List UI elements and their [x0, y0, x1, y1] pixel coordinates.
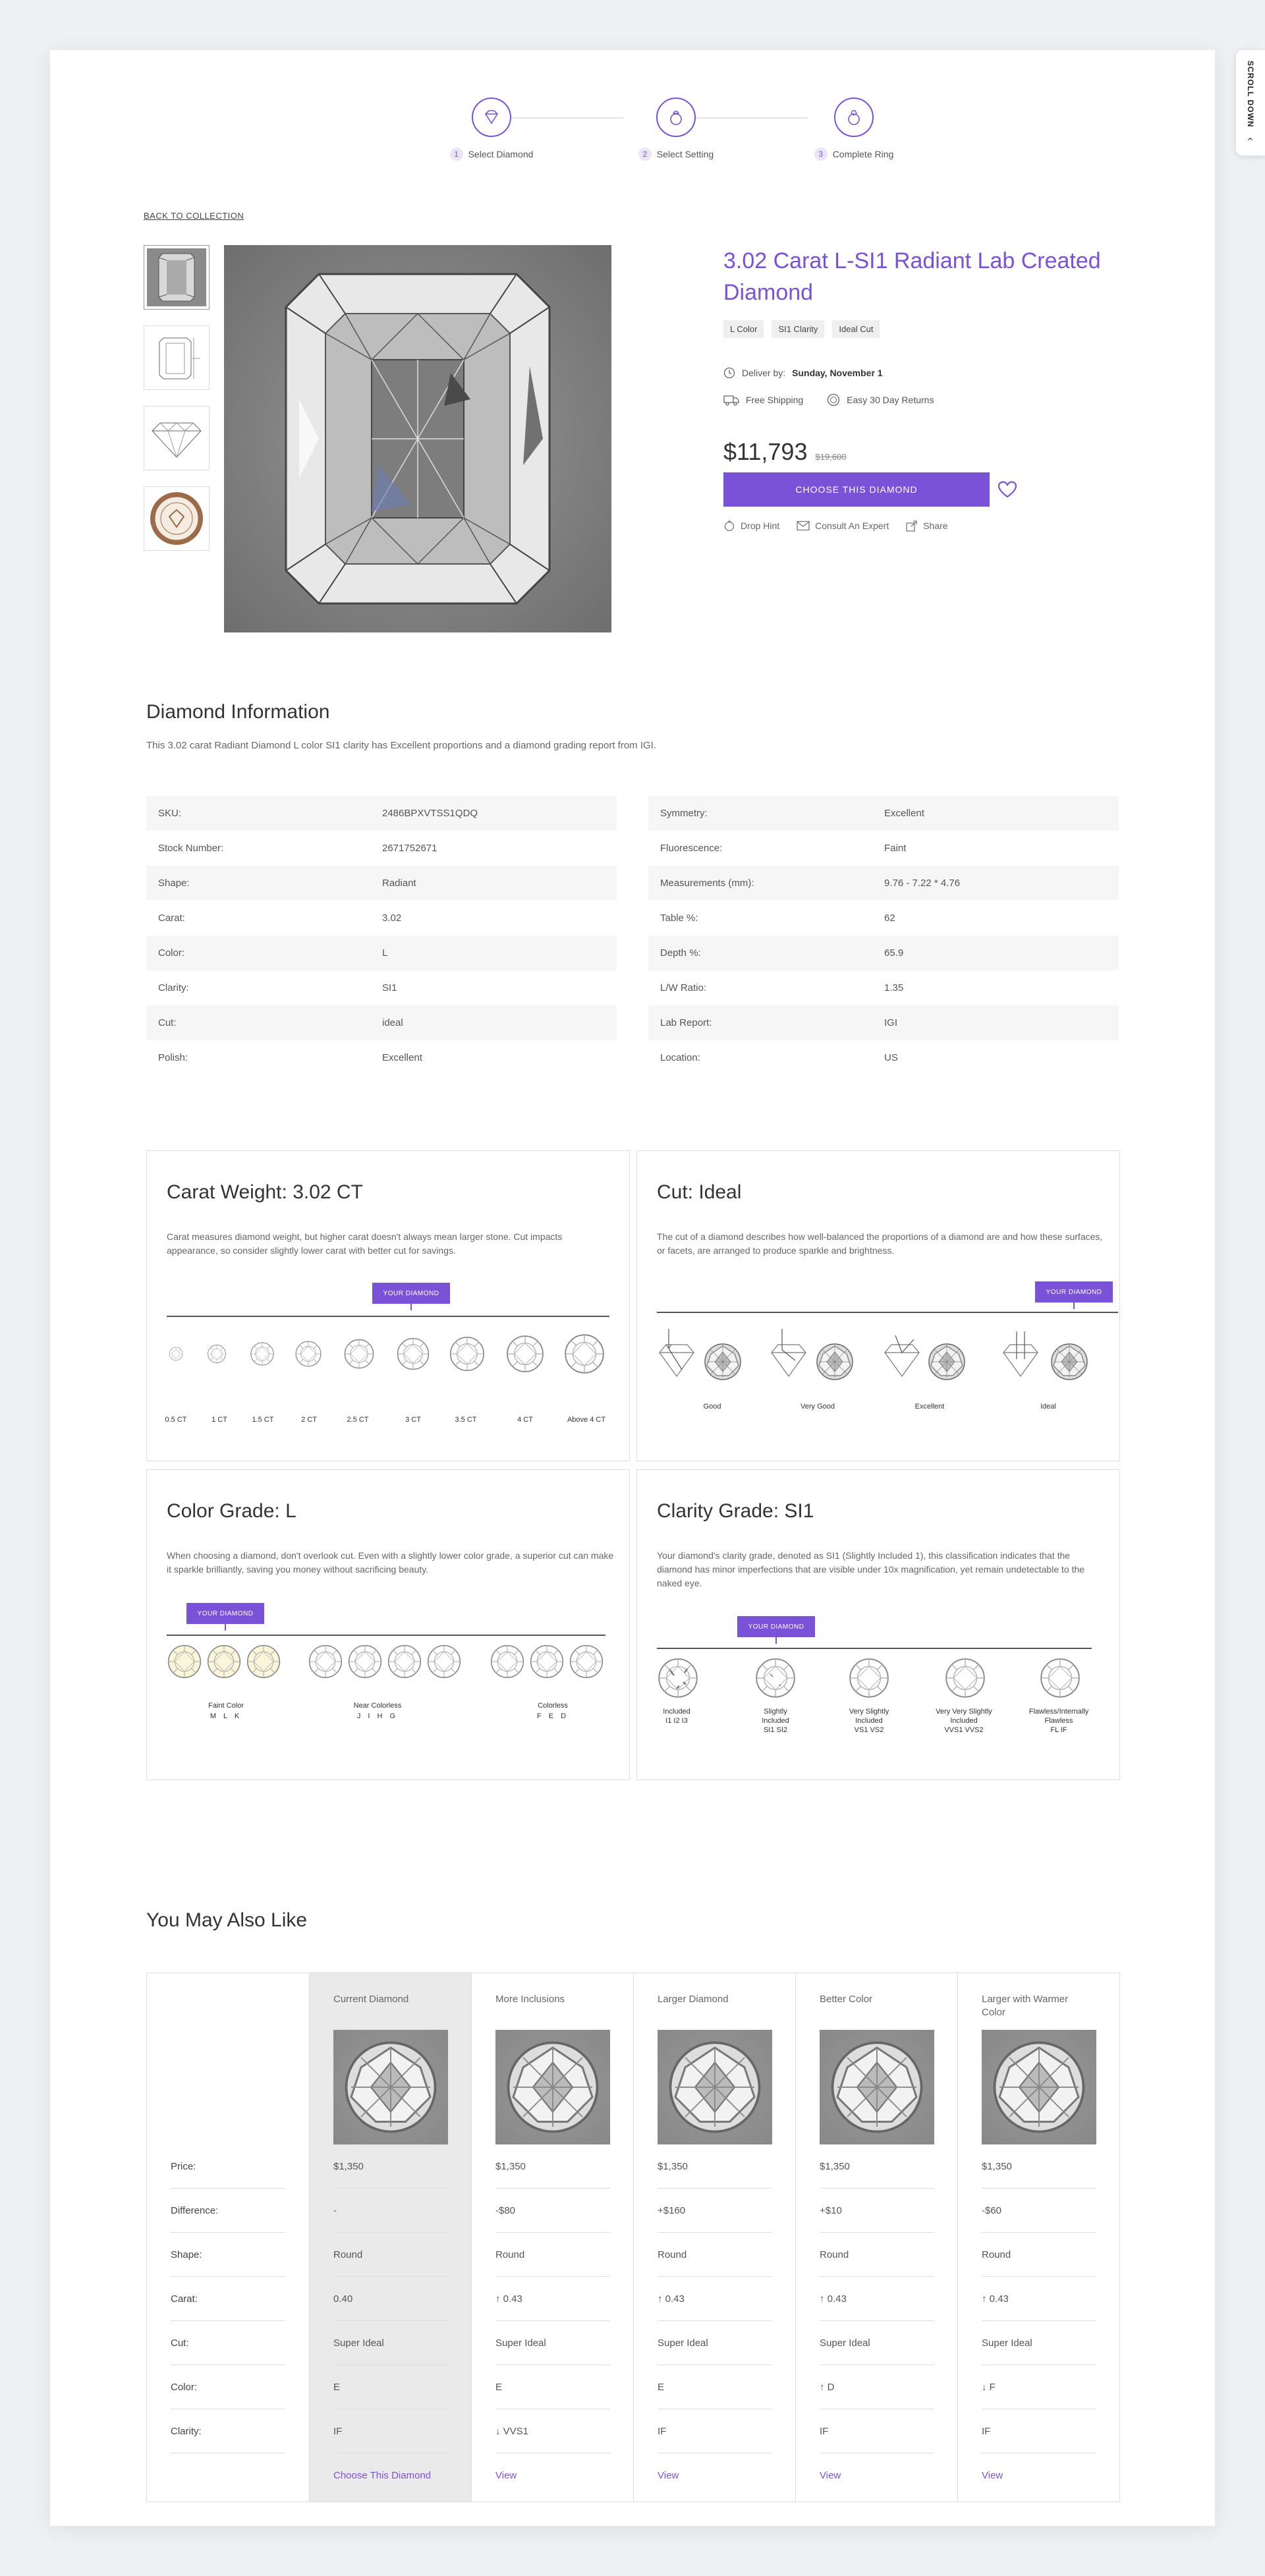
color-group-name: Colorless — [538, 1702, 568, 1710]
info-row — [146, 796, 617, 831]
info-key: Symmetry: — [660, 808, 708, 819]
original-price: $19,600 — [815, 452, 847, 462]
clarity-scale-line — [657, 1648, 1092, 1649]
info-value: 9.76 - 7.22 * 4.76 — [884, 878, 961, 889]
info-key: SKU: — [158, 808, 182, 819]
clarity-label-line: Included — [762, 1717, 789, 1725]
price: $11,793 — [723, 438, 808, 465]
share-label: Share — [923, 520, 948, 531]
cell-difference: +$160 — [658, 2189, 772, 2233]
view-link[interactable]: View — [982, 2470, 1003, 2481]
clock-icon — [723, 367, 735, 379]
info-value: 2671752671 — [382, 843, 437, 854]
info-value: L — [382, 947, 388, 959]
product-info — [723, 245, 1119, 532]
shipping-returns — [723, 393, 1119, 406]
clarity-label-line: Included — [663, 1708, 690, 1716]
carat-label: 0.5 CT — [165, 1416, 187, 1424]
compare-column-better-color — [795, 1973, 957, 2502]
mail-icon — [797, 520, 810, 531]
cell-price: $1,350 — [820, 2144, 934, 2189]
column-heading: Better Color — [820, 1994, 873, 2005]
tag-clarity: SI1 Clarity — [772, 320, 824, 338]
diamond-info-description: This 3.02 carat Radiant Diamond L color SI1 clarity has Excellent proportions and a diamond grading report from IGI. — [146, 740, 657, 751]
carat-label: 1.5 CT — [252, 1416, 274, 1424]
step-select-diamond[interactable] — [426, 98, 557, 161]
ring-hint-icon — [723, 520, 735, 532]
return-badge-icon — [827, 393, 840, 406]
color-group-name: Faint Color — [208, 1702, 244, 1710]
info-key: Location: — [660, 1052, 700, 1063]
step-complete-ring[interactable] — [788, 98, 920, 161]
deliver-date: Sunday, November 1 — [792, 368, 883, 378]
cell-price: $1,350 — [495, 2144, 610, 2189]
info-value: 62 — [884, 912, 895, 924]
clarity-label — [1019, 1707, 1098, 1735]
info-key: Stock Number: — [158, 843, 224, 854]
step-label: Complete Ring — [832, 149, 894, 159]
column-heading: More Inclusions — [495, 1994, 565, 2005]
comparison-table — [146, 1973, 1120, 2502]
info-row — [648, 936, 1119, 970]
product-actions — [723, 520, 1119, 532]
your-diamond-badge: YOUR DIAMOND — [737, 1616, 815, 1637]
chevron-down-icon: ‹ — [1245, 137, 1256, 141]
info-value: SI1 — [382, 982, 397, 994]
cell-cut: Super Ideal — [820, 2321, 934, 2365]
cut-label: Ideal — [1040, 1403, 1056, 1411]
info-row — [146, 901, 617, 936]
thumbnail-list — [144, 245, 210, 567]
cut-label: Excellent — [914, 1403, 945, 1411]
cut-label: Very Good — [801, 1403, 835, 1411]
cell-difference: -$60 — [982, 2189, 1096, 2233]
thumbnail-top-diagram[interactable] — [144, 325, 210, 390]
carat-size-diagrams — [167, 1330, 615, 1376]
cut-grade-card — [636, 1150, 1120, 1461]
color-group-faint — [186, 1700, 266, 1722]
clarity-label-line: I1 I2 I3 — [665, 1717, 688, 1725]
clarity-grade-diagrams — [657, 1656, 1105, 1702]
cell-carat: ↑ 0.43 — [495, 2277, 610, 2321]
step-label: Select Setting — [656, 149, 714, 159]
consult-expert-link[interactable] — [797, 520, 889, 532]
step-number: 1 — [450, 148, 463, 161]
column-heading: Larger with Warmer Color — [982, 1994, 1069, 2018]
cell-shape: Round — [820, 2233, 934, 2277]
clarity-label-line: Included — [855, 1717, 883, 1725]
cell-color: ↑ D — [820, 2365, 934, 2409]
info-key: Carat: — [158, 912, 185, 924]
consult-expert-label: Consult An Expert — [815, 520, 889, 531]
cell-color: E — [658, 2365, 772, 2409]
row-label-carat: Carat: — [171, 2277, 285, 2321]
clarity-label-line: FL IF — [1050, 1726, 1067, 1734]
cell-clarity: ↓ VVS1 — [495, 2409, 610, 2453]
page-container — [50, 50, 1215, 2526]
heart-icon[interactable] — [998, 480, 1017, 499]
carat-card-description: Carat measures diamond weight, but higher carat doesn't always mean larger stone. Cut impacts appearance, so consider slightly lower carat with better cut for savings. — [167, 1231, 563, 1256]
cell-clarity: IF — [658, 2409, 772, 2453]
view-link[interactable]: View — [820, 2470, 841, 2481]
diamond-thumbnail[interactable] — [658, 2030, 772, 2144]
cell-price: $1,350 — [982, 2144, 1096, 2189]
cell-clarity: IF — [982, 2409, 1096, 2453]
info-row — [648, 1005, 1119, 1040]
info-row — [146, 831, 617, 866]
info-value: Radiant — [382, 878, 416, 889]
color-scale-line — [167, 1635, 605, 1636]
info-row — [648, 901, 1119, 936]
share-icon — [906, 520, 918, 532]
cell-carat: ↑ 0.43 — [820, 2277, 934, 2321]
carat-label: 1 CT — [211, 1416, 227, 1424]
clarity-card-description: Your diamond's clarity grade, denoted as SI1 (Slightly Included 1), this classification indicates that the diamond has minor imperfections that are visible under 10x magnification, yet remain undetectable to the naked eye. — [657, 1550, 1085, 1588]
info-key: Depth %: — [660, 947, 701, 959]
diamond-thumbnail[interactable] — [820, 2030, 934, 2144]
row-label-shape: Shape: — [171, 2233, 285, 2277]
column-heading: Current Diamond — [333, 1994, 409, 2005]
diamond-info-title: Diamond Information — [146, 701, 330, 723]
carat-card-title: Carat Weight: 3.02 CT — [167, 1181, 363, 1203]
clarity-label — [836, 1707, 902, 1735]
info-row — [146, 866, 617, 901]
color-group-name: Near Colorless — [353, 1702, 402, 1710]
compare-column-larger-diamond — [633, 1973, 795, 2502]
scroll-down-tab[interactable] — [1236, 50, 1265, 155]
cell-difference: - — [333, 2189, 448, 2233]
cell-difference: -$80 — [495, 2189, 610, 2233]
clarity-label-line: Very Slightly — [849, 1708, 889, 1716]
info-key: Color: — [158, 947, 185, 959]
cut-ideal — [1003, 1331, 1087, 1380]
clarity-card-title: Clarity Grade: SI1 — [657, 1500, 814, 1522]
info-row — [146, 970, 617, 1005]
info-value: ideal — [382, 1017, 403, 1028]
cell-carat: ↑ 0.43 — [658, 2277, 772, 2321]
compare-column-current — [309, 1973, 471, 2502]
drop-hint-link[interactable] — [723, 520, 779, 532]
carat-label: 2 CT — [301, 1416, 317, 1424]
cell-clarity: IF — [820, 2409, 934, 2453]
clarity-label — [650, 1707, 703, 1725]
cell-clarity: IF — [333, 2409, 448, 2453]
info-row — [648, 1040, 1119, 1075]
carat-label: 3 CT — [405, 1416, 421, 1424]
clarity-label-line: Flawless — [1044, 1717, 1073, 1725]
color-group-grades: M L K — [210, 1712, 242, 1720]
carat-label: 2.5 CT — [347, 1416, 369, 1424]
color-group-colorless — [513, 1700, 592, 1722]
product-title: 3.02 Carat L-SI1 Radiant Lab Created Diamond — [723, 248, 1101, 305]
cell-cut: Super Ideal — [982, 2321, 1096, 2365]
info-key: Lab Report: — [660, 1017, 712, 1028]
row-label-difference: Difference: — [171, 2189, 285, 2233]
deliver-label: Deliver by: — [742, 368, 786, 378]
cell-carat: ↑ 0.43 — [982, 2277, 1096, 2321]
product-tags — [723, 320, 1119, 338]
cell-cut: Super Ideal — [658, 2321, 772, 2365]
cut-card-description: The cut of a diamond describes how well-balanced the proportions of a diamond are and how these surfaces, or facets, are arranged to produce sparkle and brightness. — [657, 1231, 1103, 1256]
your-diamond-badge: YOUR DIAMOND — [372, 1283, 450, 1304]
cell-difference: +$10 — [820, 2189, 934, 2233]
clarity-grade-card — [636, 1469, 1120, 1780]
info-row — [648, 866, 1119, 901]
info-row — [146, 936, 617, 970]
cut-card-title: Cut: Ideal — [657, 1181, 742, 1203]
cell-carat: 0.40 — [333, 2277, 448, 2321]
info-row — [146, 1040, 617, 1075]
clarity-label-line: Very Very Slightly — [936, 1708, 992, 1716]
color-grade-card — [146, 1469, 630, 1780]
cell-shape: Round — [495, 2233, 610, 2277]
diamond-thumbnail[interactable] — [333, 2030, 448, 2144]
progress-stepper — [406, 98, 907, 170]
view-link[interactable]: View — [495, 2470, 517, 2481]
tag-color: L Color — [723, 320, 764, 338]
info-key: Clarity: — [158, 982, 189, 994]
color-card-title: Color Grade: L — [167, 1500, 296, 1522]
scroll-down-label: SCROLL DOWN — [1246, 61, 1255, 128]
cell-price: $1,350 — [333, 2144, 448, 2189]
row-label-cut: Cut: — [171, 2321, 285, 2365]
cell-shape: Round — [982, 2233, 1096, 2277]
cell-color: ↓ F — [982, 2365, 1096, 2409]
info-value: 3.02 — [382, 912, 402, 924]
cell-color: E — [333, 2365, 448, 2409]
thumbnail-photo[interactable] — [144, 245, 210, 310]
ring-setting-icon — [656, 98, 696, 137]
info-value: IGI — [884, 1017, 898, 1028]
clarity-label — [924, 1707, 1003, 1735]
row-label-price: Price: — [171, 2144, 285, 2189]
info-key: Shape: — [158, 878, 190, 889]
info-key: Cut: — [158, 1017, 177, 1028]
cut-very-good — [772, 1329, 853, 1380]
thumbnail-certificate-seal[interactable] — [144, 486, 210, 551]
clarity-label-line: VS1 VS2 — [854, 1726, 884, 1734]
clarity-label-line: Slightly — [764, 1708, 787, 1716]
info-table-right — [648, 796, 1119, 1075]
info-key: Fluorescence: — [660, 843, 723, 854]
info-table-left — [146, 796, 617, 1075]
row-label-clarity: Clarity: — [171, 2409, 285, 2453]
info-value: Excellent — [382, 1052, 422, 1063]
clarity-label-line: Included — [950, 1717, 978, 1725]
info-key: Measurements (mm): — [660, 878, 754, 889]
share-link[interactable] — [906, 520, 947, 532]
info-row — [648, 831, 1119, 866]
cut-light-diagrams — [657, 1326, 1118, 1386]
also-like-title: You May Also Like — [146, 1909, 308, 1931]
info-value: Faint — [884, 843, 907, 854]
price-row — [723, 438, 1119, 466]
diamond-thumbnail[interactable] — [495, 2030, 610, 2144]
cell-color: E — [495, 2365, 610, 2409]
drop-hint-label: Drop Hint — [741, 520, 780, 531]
row-label-color: Color: — [171, 2365, 285, 2409]
returns-label: Easy 30 Day Returns — [847, 395, 934, 405]
info-value: 1.35 — [884, 982, 904, 994]
cut-scale-line — [657, 1312, 1118, 1313]
cell-shape: Round — [658, 2233, 772, 2277]
row-labels-column — [147, 1973, 309, 2502]
info-key: Table %: — [660, 912, 698, 924]
clarity-label — [749, 1707, 802, 1735]
step-number: 3 — [814, 148, 828, 161]
step-label: Select Diamond — [468, 149, 534, 159]
your-diamond-badge: YOUR DIAMOND — [1035, 1281, 1113, 1302]
info-row — [146, 1005, 617, 1040]
step-number: 2 — [638, 148, 652, 161]
back-to-collection-link[interactable]: BACK TO COLLECTION — [144, 211, 244, 221]
cell-price: $1,350 — [658, 2144, 772, 2189]
color-group-near-colorless — [338, 1700, 417, 1722]
column-heading: Larger Diamond — [658, 1994, 729, 2005]
delivery-info — [723, 367, 1119, 379]
info-value: 2486BPXVTSS1QDQ — [382, 808, 478, 819]
diamond-icon — [472, 98, 511, 137]
step-select-setting[interactable] — [610, 98, 742, 161]
color-grade-diagrams — [167, 1642, 615, 1682]
choose-this-diamond-button[interactable]: CHOOSE THIS DIAMOND — [723, 472, 990, 507]
carat-label: Above 4 CT — [567, 1416, 606, 1424]
color-group-grades: F E D — [536, 1712, 569, 1720]
clarity-label-line: VVS1 VVS2 — [944, 1726, 984, 1734]
info-row — [648, 796, 1119, 831]
cut-good — [660, 1329, 741, 1380]
clarity-label-line: Flawless/Internally — [1028, 1708, 1089, 1716]
color-card-description: When choosing a diamond, don't overlook cut. Even with a slightly lower color grade, a superior cut can make it sparkle brilliantly, saving you money without sacrificing beauty. — [167, 1550, 614, 1575]
ring-icon — [834, 98, 874, 137]
cell-shape: Round — [333, 2233, 448, 2277]
compare-column-larger-warmer — [957, 1973, 1119, 2502]
cell-cut: Super Ideal — [495, 2321, 610, 2365]
info-row — [648, 970, 1119, 1005]
truck-icon — [723, 394, 739, 406]
choose-this-diamond-link[interactable]: Choose This Diamond — [333, 2470, 432, 2481]
your-diamond-badge: YOUR DIAMOND — [186, 1603, 264, 1624]
view-link[interactable]: View — [658, 2470, 679, 2481]
carat-scale-line — [167, 1316, 609, 1317]
carat-label: 4 CT — [517, 1416, 533, 1424]
clarity-label-line: SI1 SI2 — [763, 1726, 788, 1734]
color-group-grades: J I H G — [356, 1712, 399, 1720]
cut-label: Good — [703, 1403, 721, 1411]
diamond-thumbnail[interactable] — [982, 2030, 1096, 2144]
info-value: Excellent — [884, 808, 924, 819]
info-value: US — [884, 1052, 898, 1063]
info-key: L/W Ratio: — [660, 982, 707, 994]
info-value: 65.9 — [884, 947, 904, 959]
tag-cut: Ideal Cut — [832, 320, 880, 338]
thumbnail-side-diagram[interactable] — [144, 406, 210, 470]
carat-weight-card — [146, 1150, 630, 1461]
carat-label: 3.5 CT — [455, 1416, 477, 1424]
compare-column-more-inclusions — [471, 1973, 633, 2502]
choose-row — [723, 472, 1119, 507]
main-diamond-image[interactable] — [224, 245, 611, 632]
cell-cut: Super Ideal — [333, 2321, 448, 2365]
cut-excellent — [885, 1335, 965, 1380]
free-shipping-label: Free Shipping — [746, 395, 804, 405]
info-key: Polish: — [158, 1052, 188, 1063]
